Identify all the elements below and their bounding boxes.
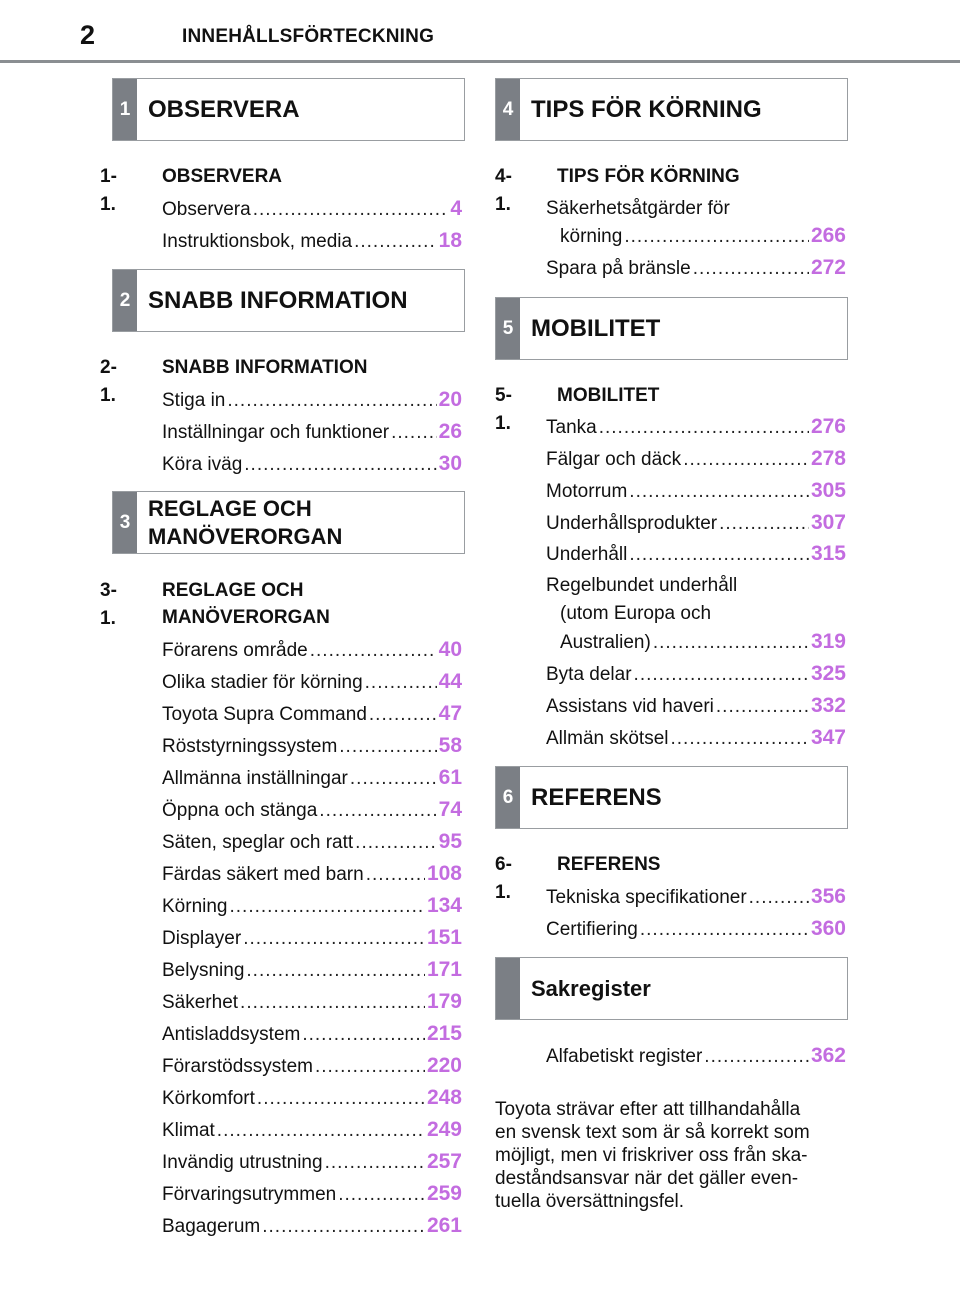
chapter-title: SNABB INFORMATION	[148, 286, 408, 314]
entry-title: Fälgar och däck	[546, 449, 682, 470]
entry-title: Körkomfort	[162, 1088, 255, 1109]
dot-leader	[629, 541, 809, 569]
dot-leader	[391, 419, 437, 447]
dot-leader	[629, 478, 809, 506]
entry-title: Antisladdsystem	[162, 1024, 301, 1045]
entry-page[interactable]: 171	[426, 958, 462, 981]
toc-entry[interactable]	[546, 628, 846, 657]
dot-leader	[243, 925, 425, 953]
entry-title: Australien)	[560, 632, 651, 653]
toc-entry[interactable]	[546, 660, 846, 689]
dot-leader	[325, 1149, 425, 1177]
entry-title: Förarstödssystem	[162, 1056, 313, 1077]
chapter-tab: 1	[113, 79, 137, 140]
section-label: MANÖVERORGAN	[162, 607, 330, 628]
entry-page[interactable]: 4	[450, 197, 462, 220]
dot-leader	[365, 669, 437, 697]
dot-leader	[230, 893, 425, 921]
entry-title: Assistans vid haveri	[546, 696, 714, 717]
dot-leader	[257, 1085, 425, 1113]
toc-entry[interactable]	[546, 724, 846, 753]
entry-page[interactable]: 305	[810, 479, 846, 502]
entry-page[interactable]: 134	[426, 894, 462, 917]
dot-leader	[262, 1213, 425, 1241]
entry-page[interactable]: 360	[810, 917, 846, 940]
toc-entry[interactable]	[162, 796, 462, 825]
toc-entry[interactable]	[546, 477, 846, 506]
entry-page[interactable]: 220	[426, 1054, 462, 1077]
entry-title: Alfabetiskt register	[546, 1046, 703, 1067]
toc-entry-title-line	[546, 572, 846, 600]
toc-entry[interactable]	[546, 413, 846, 442]
section-label: TIPS FÖR KÖRNING	[557, 166, 740, 187]
entry-page[interactable]: 272	[810, 256, 846, 279]
entry-title: Tekniska specifikationer	[546, 887, 747, 908]
dot-leader	[310, 637, 437, 665]
entry-page[interactable]: 319	[810, 630, 846, 653]
toc-entry[interactable]	[546, 222, 846, 251]
disclaimer-line: tuella översättningsfel.	[495, 1191, 685, 1212]
toc-entry[interactable]	[546, 445, 846, 474]
toc-entry[interactable]	[162, 1052, 462, 1081]
toc-entry[interactable]	[546, 915, 846, 944]
section-label: REFERENS	[557, 854, 661, 875]
entry-page[interactable]: 276	[810, 415, 846, 438]
entry-title: Instruktionsbok, media	[162, 231, 353, 252]
dot-leader	[671, 725, 809, 753]
entry-page[interactable]: 44	[438, 670, 462, 693]
dot-leader	[683, 446, 809, 474]
entry-page[interactable]: 332	[810, 694, 846, 717]
dot-leader	[350, 765, 437, 793]
entry-title: körning	[560, 226, 623, 247]
entry-title: Säten, speglar och ratt	[162, 832, 354, 853]
chapter-title: TIPS FÖR KÖRNING	[531, 95, 762, 123]
chapter-tab: 3	[113, 492, 137, 553]
page-title: INNEHÅLLSFÖRTECKNING	[182, 26, 435, 47]
toc-entry[interactable]	[162, 988, 462, 1017]
entry-title: Färdas säkert med barn	[162, 864, 364, 885]
entry-page[interactable]: 315	[810, 542, 846, 565]
entry-title: Säkerhetsåtgärder för	[546, 198, 730, 219]
chapter-2-box[interactable]	[112, 269, 465, 332]
chapter-title: MOBILITET	[531, 314, 661, 342]
disclaimer-line: Toyota strävar efter att tillhandahålla	[495, 1099, 801, 1120]
entry-title: Toyota Supra Command	[162, 704, 367, 725]
entry-page[interactable]: 278	[810, 447, 846, 470]
toc-entry-title-line	[546, 195, 846, 223]
entry-title: Förvaringsutrymmen	[162, 1184, 337, 1205]
entry-page[interactable]: 18	[438, 229, 462, 252]
index-box[interactable]	[495, 957, 848, 1020]
entry-title: Olika stadier för körning	[162, 672, 363, 693]
entry-page[interactable]: 257	[426, 1150, 462, 1173]
chapter-tab: 2	[113, 270, 137, 331]
entry-title: Säkerhet	[162, 992, 239, 1013]
dot-leader	[339, 733, 436, 761]
entry-title: Körning	[162, 896, 228, 917]
toc-entry[interactable]	[162, 1212, 462, 1241]
entry-title: Underhåll	[546, 544, 628, 565]
dot-leader	[302, 1021, 425, 1049]
entry-page[interactable]: 307	[810, 511, 846, 534]
entry-title: Regelbundet underhåll	[546, 575, 738, 596]
entry-page[interactable]: 61	[438, 766, 462, 789]
entry-title: Underhållsprodukter	[546, 513, 718, 534]
entry-page[interactable]: 362	[810, 1044, 846, 1067]
chapter-title: Sakregister	[531, 975, 651, 1001]
section-number: 2-1.	[100, 357, 117, 406]
section-number: 6-1.	[495, 854, 512, 903]
disclaimer-line: deståndsansvar när det gäller even-	[495, 1168, 799, 1189]
entry-page[interactable]: 151	[426, 926, 462, 949]
dot-leader	[640, 916, 809, 944]
toc-entry[interactable]	[162, 764, 462, 793]
dot-leader	[246, 957, 425, 985]
dot-leader	[315, 1053, 425, 1081]
dot-leader	[693, 255, 809, 283]
page-number: 2	[80, 20, 96, 50]
toc-entry[interactable]	[162, 924, 462, 953]
entry-title: Allmän skötsel	[546, 728, 669, 749]
entry-title: Tanka	[546, 417, 597, 438]
entry-page[interactable]: 179	[426, 990, 462, 1013]
dot-leader	[634, 661, 809, 689]
page-header	[0, 0, 960, 62]
entry-title: Röststyrningssystem	[162, 736, 338, 757]
toc-entry[interactable]	[162, 732, 462, 761]
entry-page[interactable]: 30	[438, 452, 462, 475]
dot-leader	[366, 861, 425, 889]
entry-page[interactable]: 26	[438, 420, 462, 443]
toc-entry[interactable]	[546, 254, 846, 283]
entry-title: Invändig utrustning	[162, 1152, 323, 1173]
dot-leader	[624, 223, 809, 251]
entry-title: Öppna och stänga	[162, 800, 318, 821]
dot-leader	[704, 1043, 809, 1071]
entry-page[interactable]: 266	[810, 224, 846, 247]
entry-title: Köra iväg	[162, 454, 243, 475]
toc-entry-title-line	[546, 600, 846, 628]
entry-title: Observera	[162, 199, 251, 220]
section-label: REGLAGE OCH	[162, 580, 304, 601]
toc-entry[interactable]	[546, 540, 846, 569]
chapter-5-box[interactable]	[495, 297, 848, 360]
toc-entry[interactable]	[162, 700, 462, 729]
entry-title: Spara på bränsle	[546, 258, 691, 279]
dot-leader	[217, 1117, 425, 1145]
dot-leader	[227, 387, 436, 415]
toc-entry[interactable]	[162, 450, 462, 479]
toc-entry[interactable]	[546, 509, 846, 538]
section-number: 1-1.	[100, 166, 117, 215]
entry-page[interactable]: 215	[426, 1022, 462, 1045]
entry-page[interactable]: 249	[426, 1118, 462, 1141]
dot-leader	[369, 701, 437, 729]
chapter-6-box[interactable]	[495, 766, 848, 829]
disclaimer-line: möjligt, men vi friskriver oss från ska-	[495, 1145, 808, 1166]
entry-title: Belysning	[162, 960, 245, 981]
entry-title: Stiga in	[162, 390, 226, 411]
entry-title: Certifiering	[546, 919, 638, 940]
toc-entry[interactable]	[162, 1116, 462, 1145]
dot-leader	[716, 693, 809, 721]
entry-page[interactable]: 325	[810, 662, 846, 685]
dot-leader	[599, 414, 809, 442]
entry-page[interactable]: 108	[426, 862, 462, 885]
entry-page[interactable]: 58	[438, 734, 462, 757]
entry-title: Motorrum	[546, 481, 628, 502]
entry-page[interactable]: 40	[438, 638, 462, 661]
toc-entry[interactable]	[162, 227, 462, 256]
dot-leader	[244, 451, 436, 479]
toc-entry[interactable]	[162, 386, 462, 415]
entry-page[interactable]: 74	[438, 798, 462, 821]
dot-leader	[338, 1181, 425, 1209]
dot-leader	[354, 228, 437, 256]
dot-leader	[653, 629, 809, 657]
toc-entry[interactable]	[162, 1148, 462, 1177]
section-number: 3-1.	[100, 580, 117, 629]
toc-entry[interactable]	[546, 692, 846, 721]
entry-title: Byta delar	[546, 664, 632, 685]
entry-page[interactable]: 95	[438, 830, 462, 853]
section-number: 4-1.	[495, 166, 512, 215]
entry-page[interactable]: 261	[426, 1214, 462, 1237]
dot-leader	[719, 510, 809, 538]
toc-entry[interactable]	[162, 636, 462, 665]
disclaimer-note	[495, 1098, 855, 1213]
entry-page[interactable]: 356	[810, 885, 846, 908]
entry-title: Förarens område	[162, 640, 308, 661]
dot-leader	[749, 884, 809, 912]
section-label: OBSERVERA	[162, 166, 283, 187]
header-divider	[0, 60, 960, 63]
toc-entry[interactable]	[162, 195, 462, 224]
entry-title: Bagagerum	[162, 1216, 261, 1237]
entry-title: Displayer	[162, 928, 242, 949]
chapter-1-box[interactable]	[112, 78, 465, 141]
toc-entry[interactable]	[162, 668, 462, 697]
entry-page[interactable]: 20	[438, 388, 462, 411]
chapter-4-box[interactable]	[495, 78, 848, 141]
chapter-title: OBSERVERA	[148, 95, 300, 123]
chapter-3-box[interactable]	[112, 491, 465, 554]
section-label: MOBILITET	[557, 385, 660, 406]
toc-entry[interactable]	[546, 883, 846, 912]
toc-entry[interactable]	[162, 828, 462, 857]
toc-entry[interactable]	[162, 1020, 462, 1049]
toc-entry[interactable]	[546, 1042, 846, 1071]
entry-page[interactable]: 259	[426, 1182, 462, 1205]
entry-title: Inställningar och funktioner	[162, 422, 390, 443]
dot-leader	[355, 829, 436, 857]
section-label: SNABB INFORMATION	[162, 357, 368, 378]
section-number: 5-1.	[495, 385, 512, 434]
toc-entry[interactable]	[162, 418, 462, 447]
chapter-tab: 5	[496, 298, 520, 359]
toc-entry[interactable]	[162, 860, 462, 889]
entry-page[interactable]: 248	[426, 1086, 462, 1109]
disclaimer-line: en svensk text som är så korrekt som	[495, 1122, 810, 1143]
chapter-title: REFERENS	[531, 783, 662, 811]
toc-entry[interactable]	[162, 892, 462, 921]
dot-leader	[319, 797, 436, 825]
entry-page[interactable]: 347	[810, 726, 846, 749]
chapter-tab: 4	[496, 79, 520, 140]
toc-entry[interactable]	[162, 1084, 462, 1113]
chapter-tab	[496, 958, 520, 1019]
entry-title: (utom Europa och	[560, 603, 712, 624]
toc-entry[interactable]	[162, 956, 462, 985]
entry-page[interactable]: 47	[438, 702, 462, 725]
toc-entry[interactable]	[162, 1180, 462, 1209]
chapter-tab: 6	[496, 767, 520, 828]
dot-leader	[240, 989, 425, 1017]
entry-title: Allmänna inställningar	[162, 768, 348, 789]
chapter-title: REGLAGE OCH MANÖVERORGAN	[148, 495, 343, 549]
dot-leader	[253, 196, 449, 224]
entry-title: Klimat	[162, 1120, 215, 1141]
